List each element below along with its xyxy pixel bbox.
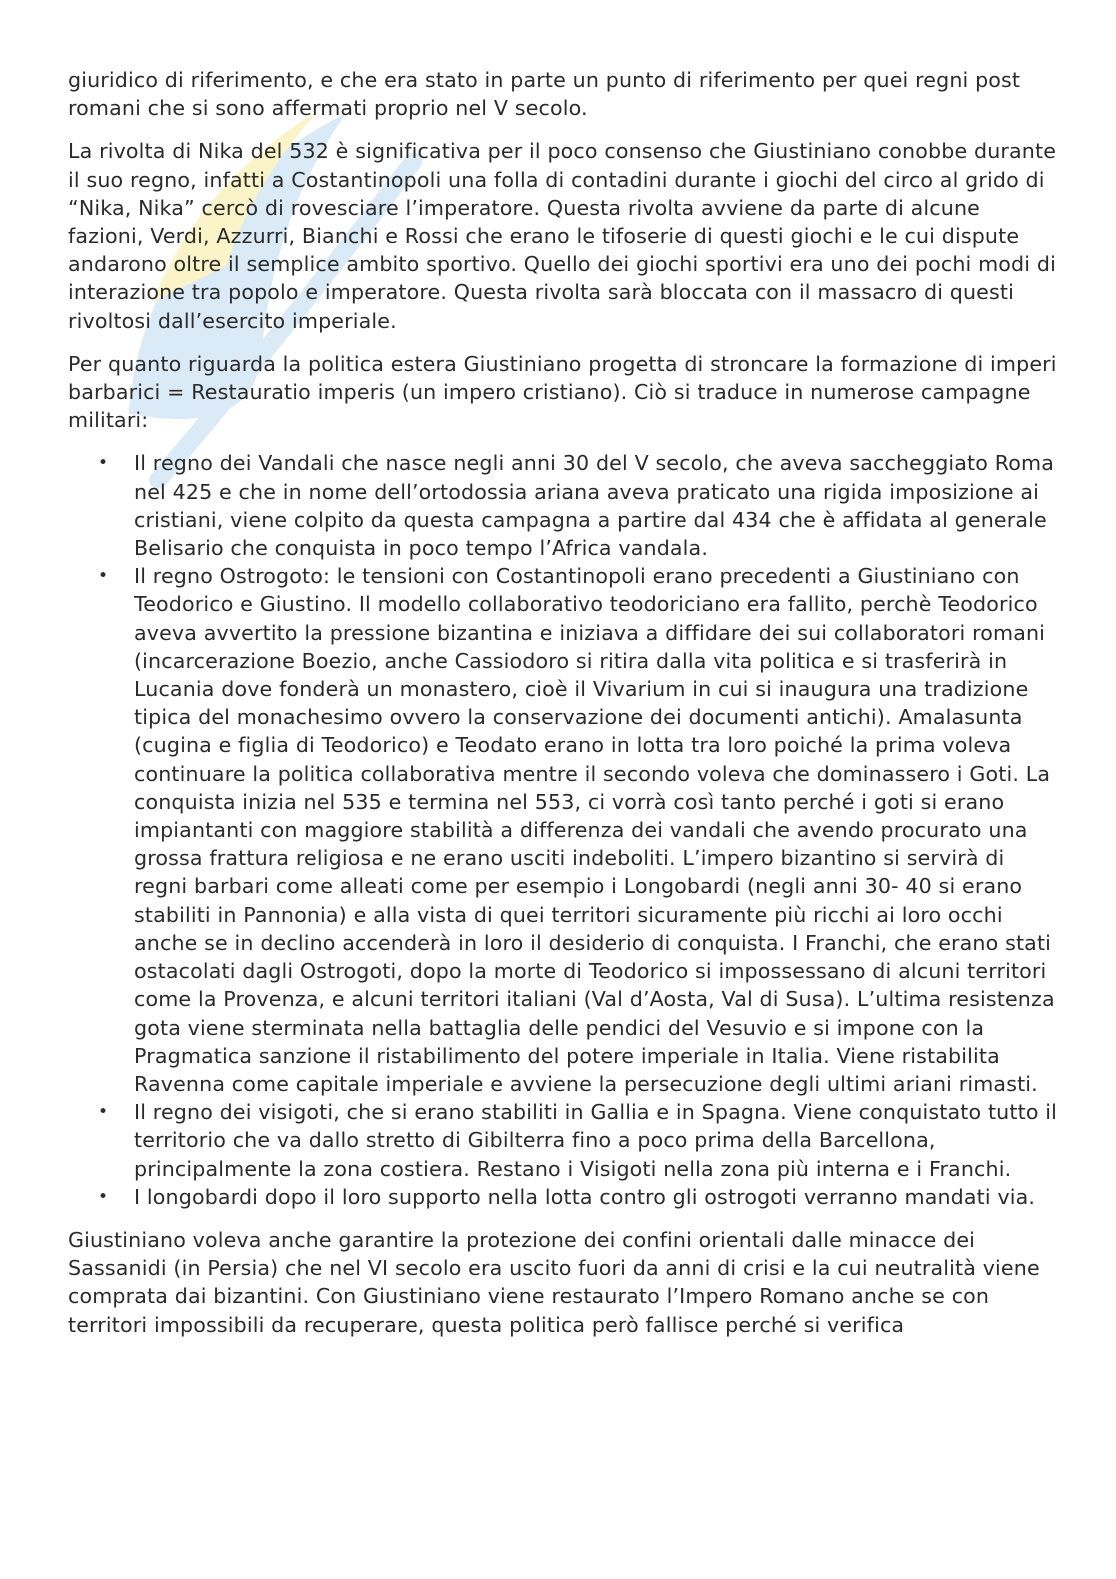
bullet-icon: • xyxy=(98,566,109,587)
bullet-icon: • xyxy=(98,1102,109,1123)
paragraph-nika-revolt: La rivolta di Nika del 532 è significativa per il poco consenso che Giustiniano conobbe durante il suo regno, infatti a Costantinopoli una folla di contadini durante i giochi del circo al grido di “Nika, Nika” cercò di rovesciare l’imperatore. Questa rivolta avviene da parte di alcune fazioni, Verdi, Azzurri, Bianchi e Rossi che erano le tifoserie di questi giochi e le cui dispute andarono oltre il semplice ambito sportivo. Quello dei giochi sportivi era uno dei pochi modi di interazione tra popolo e imperatore. Questa rivolta sarà bloccata con il massacro di questi rivoltosi dall’esercito imperiale. xyxy=(68,139,1057,333)
bullet-icon: • xyxy=(98,453,109,474)
list-item-text: Il regno Ostrogoto: le tensioni con Costantinopoli erano precedenti a Giustiniano con Teodorico e Giustino. Il modello collaborativo teodoriciano era fallito, perchè Teodorico aveva avvertito la pressione bizantina e iniziava a diffidare dei sui collaboratori romani (incarcerazione Boezio, anche Cassiodoro si ritira dalla vita politica e si trasferirà in Lucania dove fonderà un monastero, cioè il Vivarium in cui si inaugura una tradizione tipica del monachesimo ovvero la conservazione dei documenti antichi). Amalasunta (cugina e figlia di Teodorico) e Teodato erano in lotta tra loro poiché la prima voleva continuare la politica collaborativa mentre il secondo voleva che dominassero i Goti. La conquista inizia nel 535 e termina nel 553, ci vorrà così tanto perché i goti si erano impiantanti con maggiore stabilità a differenza dei vandali che avendo procurato una grossa frattura religiosa e ne erano usciti indeboliti. L’impero bizantino si servirà di regni barbari come alleati come per esempio i Longobardi (negli anni 30- 40 si erano stabiliti in Pannonia) e alla vista di quei territori sicuramente più ricchi ai loro occhi anche se in declino accenderà in loro il desiderio di conquista. I Franchi, che erano stati ostacolati dagli Ostrogoti, dopo la morte di Teodorico si impossessano di alcuni territori come la Provenza, e alcuni territori italiani (Val d’Aosta, Val di Susa). L’ultima resistenza gota viene sterminata nella battaglia delle pendici del Vesuvio e si impone con la Pragmatica sanzione il ristabilimento del potere imperiale in Italia. Viene ristabilita Ravenna come capitale imperiale e avviene la persecuzione degli ultimi ariani rimasti. xyxy=(134,564,1055,1096)
list-item-text: Il regno dei visigoti, che si erano stabiliti in Gallia e in Spagna. Viene conquistato tutto il territorio che va dallo stretto di Gibilterra fino a poco prima della Barcellona, principalmente la zona costiera. Restano i Visigoti nella zona più interna e i Franchi. xyxy=(134,1100,1058,1181)
document-page xyxy=(68,66,1058,1354)
paragraph-sassanidi: Giustiniano voleva anche garantire la protezione dei confini orientali dalle minacce dei Sassanidi (in Persia) che nel VI secolo era uscito fuori da anni di crisi e la cui neutralità viene comprata dai bizantini. Con Giustiniano viene restaurato l’Impero Romano anche se con territori impossibili da recuperare, questa politica però fallisce perché si verifica xyxy=(68,1227,1040,1337)
military-campaigns-list xyxy=(68,449,1058,1210)
list-item-visigoti xyxy=(98,1098,1058,1183)
paragraph-intro: giuridico di riferimento, e che era stato in parte un punto di riferimento per quei regni post romani che si sono affermati proprio nel V secolo. xyxy=(68,68,1021,121)
list-item-ostrogoto xyxy=(98,562,1058,1098)
list-item-text: I longobardi dopo il loro supporto nella lotta contro gli ostrogoti verranno mandati via. xyxy=(134,1184,1036,1209)
list-item-vandali xyxy=(98,449,1058,562)
bullet-icon: • xyxy=(98,1186,109,1207)
paragraph-foreign-policy: Per quanto riguarda la politica estera Giustiniano progetta di stroncare la formazione di imperi barbarici = Restauratio imperis (un impero cristiano). Ciò si traduce in numerose campagne militari: xyxy=(68,351,1057,433)
list-item-longobardi xyxy=(98,1183,1058,1211)
list-item-text: Il regno dei Vandali che nasce negli anni 30 del V secolo, che aveva saccheggiato Roma nel 425 e che in nome dell’ortodossia ariana aveva praticato una rigida imposizione ai cristiani, viene colpito da questa campagna a partire dal 434 che è affidata al generale Belisario che conquista in poco tempo l’Africa vandala. xyxy=(134,451,1054,561)
